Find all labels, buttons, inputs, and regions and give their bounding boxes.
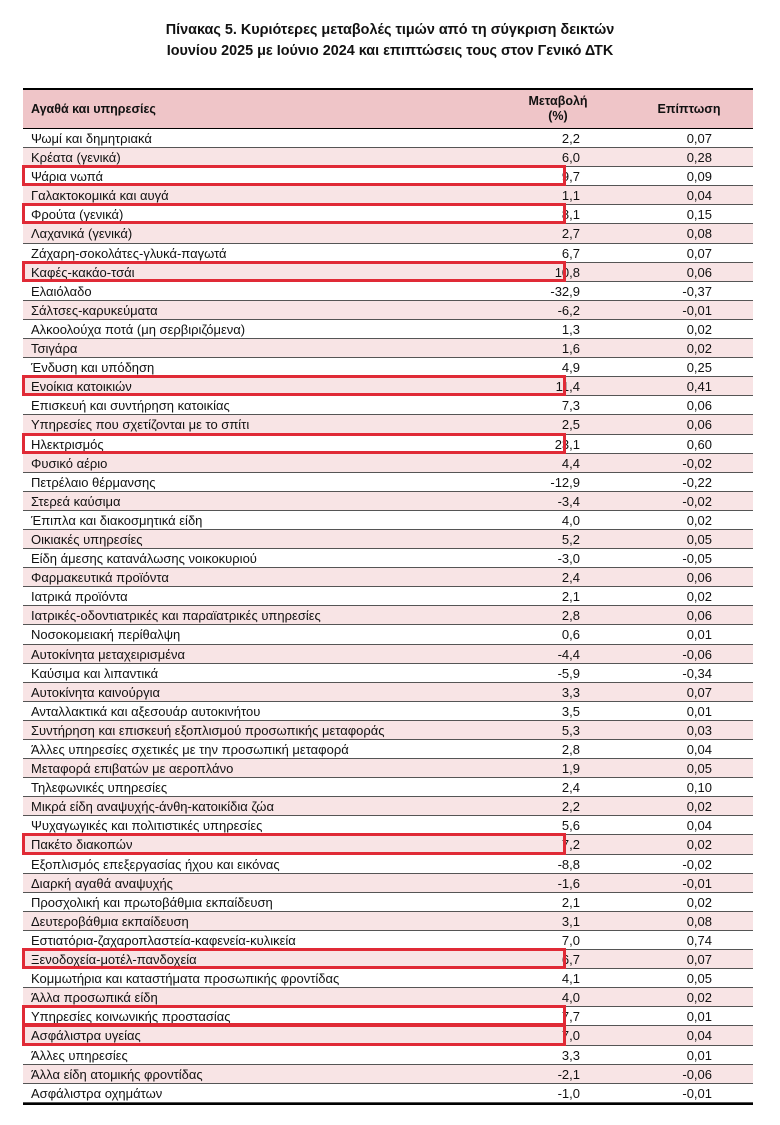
row-impact-value: 0,02 [686,321,712,337]
row-item-name: Οικιακές υπηρεσίες [31,531,143,547]
table-row [23,244,753,263]
table-row [23,224,753,243]
row-impact-value: 0,01 [686,1009,712,1025]
table-row [23,835,753,854]
row-impact-value: -0,37 [682,283,712,299]
table-row [23,759,753,778]
table-row [23,1084,753,1103]
row-change-value: 2,1 [561,589,580,605]
row-item-name: Κρέατα (γενικά) [31,150,121,166]
row-change-value: 2,8 [561,742,580,757]
row-impact-value: -0,01 [682,875,712,891]
row-change-value: -12,9 [550,474,580,490]
price-changes-table [23,88,753,1105]
row-impact-value: 0,05 [686,531,712,547]
row-impact-value: -0,06 [682,1066,712,1082]
table-row [23,435,753,454]
table-row [23,186,753,205]
row-item-name: Ιατρικές-οδοντιατρικές και παραϊατρικές υπηρεσίες [31,608,321,624]
table-row [23,148,753,167]
header-goods-services: Αγαθά και υπηρεσίες [31,102,156,116]
row-change-value: -3,0 [557,551,580,567]
row-item-name: Ζάχαρη-σοκολάτες-γλυκά-παγωτά [31,245,227,261]
row-impact-value: 0,01 [686,703,712,719]
header-impact: Επίπτωση [657,102,721,116]
table-row [23,415,753,434]
row-impact-value: 0,08 [686,913,712,929]
row-change-value: 1,3 [561,321,580,337]
title-line-2: Ιουνίου 2025 με Ιούνιο 2024 και επιπτώσεις τους στον Γενικό ΔΤΚ [166,43,614,59]
row-impact-value: 0,02 [686,894,712,910]
row-impact-value: 0,03 [686,722,712,738]
row-change-value: -8,8 [557,856,580,872]
row-impact-value: 0,02 [686,512,712,528]
row-item-name: Αλκοολούχα ποτά (μη σερβιριζόμενα) [31,321,246,337]
row-change-value: -4,4 [557,646,580,662]
table-title [0,20,780,62]
row-item-name: Άλλα είδη ατομικής φροντίδας [31,1066,203,1082]
row-change-value: 5,2 [561,531,580,547]
row-change-value: -3,4 [557,493,580,509]
row-item-name: Αυτοκίνητα καινούργια [31,684,161,700]
row-change-value: 6,0 [561,150,580,166]
table-row [23,778,753,797]
row-change-value: 2,7 [561,226,580,242]
row-item-name: Ηλεκτρισμός [31,436,104,452]
row-impact-value: 0,02 [686,799,712,815]
row-impact-value: 0,02 [686,837,712,853]
row-impact-value: 0,01 [686,1047,712,1063]
row-item-name: Άλλα προσωπικά είδη [31,990,158,1006]
table-row [23,205,753,224]
row-item-name: Ψάρια νωπά [31,169,104,185]
table-row [23,702,753,721]
row-impact-value: 0,07 [686,245,712,261]
row-item-name: Φρούτα (γενικά) [31,207,124,223]
row-impact-value: -0,06 [682,646,712,662]
row-impact-value: 0,07 [686,684,712,700]
row-item-name: Γαλακτοκομικά και αυγά [31,188,169,204]
row-change-value: 7,0 [561,1028,580,1044]
row-change-value: 8,1 [561,207,580,223]
highlight-box [22,165,566,186]
row-item-name: Καύσιμα και λιπαντικά [31,665,159,681]
table-row [23,282,753,301]
table-row [23,339,753,358]
row-item-name: Πετρέλαιο θέρμανσης [31,474,156,490]
row-impact-value: -0,05 [682,551,712,567]
row-change-value: 3,3 [561,684,580,700]
table-row [23,492,753,511]
row-impact-value: 0,04 [686,818,712,834]
row-item-name: Δευτεροβάθμια εκπαίδευση [31,913,189,929]
row-item-name: Κομμωτήρια και καταστήματα προσωπικής φροντίδας [31,971,340,987]
row-change-value: 11,4 [555,379,580,395]
table-row [23,1007,753,1026]
row-change-value: 3,1 [561,913,580,929]
row-item-name: Υπηρεσίες που σχετίζονται με το σπίτι [31,417,250,433]
row-change-value: 10,8 [554,264,580,280]
row-item-name: Ελαιόλαδο [31,283,92,299]
table-row [23,263,753,282]
row-item-name: Μεταφορά επιβατών με αεροπλάνο [31,761,234,777]
row-impact-value: 0,05 [686,971,712,987]
row-item-name: Πακέτο διακοπών [31,837,133,853]
row-item-name: Ένδυση και υπόδηση [31,360,155,376]
row-change-value: 2,5 [561,417,580,433]
table-row [23,912,753,931]
row-change-value: -6,2 [557,302,580,318]
row-item-name: Ψυχαγωγικές και πολιτιστικές υπηρεσίες [31,818,263,834]
table-row [23,587,753,606]
row-impact-value: 0,06 [686,570,712,586]
row-impact-value: 0,10 [686,780,712,796]
header-change [491,94,625,124]
row-change-value: 4,4 [561,455,580,471]
table-row [23,645,753,664]
row-change-value: -5,9 [557,665,580,681]
row-item-name: Στερεά καύσιμα [31,493,121,509]
table-row [23,1026,753,1045]
row-item-name: Καφές-κακάο-τσάι [31,264,135,280]
row-change-value: -1,6 [557,875,580,891]
row-impact-value: 0,15 [686,207,712,223]
row-change-value: 2,4 [561,570,580,586]
row-impact-value: 0,04 [686,188,712,204]
row-item-name: Συντήρηση και επισκευή εξοπλισμού προσωπικής μεταφοράς [31,722,385,738]
row-impact-value: -0,01 [682,1085,712,1101]
row-change-value: 5,6 [561,818,580,834]
table-row [23,950,753,969]
row-change-value: -1,0 [557,1085,580,1101]
row-impact-value: -0,02 [682,455,712,471]
row-change-value: -2,1 [557,1066,580,1082]
row-item-name: Τηλεφωνικές υπηρεσίες [31,780,168,796]
table-row [23,664,753,683]
row-impact-value: -0,01 [682,302,712,318]
row-impact-value: 0,09 [686,169,712,185]
row-impact-value: 0,02 [686,341,712,357]
row-item-name: Προσχολική και πρωτοβάθμια εκπαίδευση [31,894,273,910]
table-row [23,1046,753,1065]
table-row [23,301,753,320]
table-row [23,874,753,893]
row-impact-value: 0,74 [686,932,712,948]
table-row [23,721,753,740]
row-change-value: 0,6 [561,627,580,643]
table-row [23,797,753,816]
row-impact-value: 0,04 [686,742,712,757]
row-impact-value: 0,06 [686,264,712,280]
table-row [23,855,753,874]
row-impact-value: 0,06 [686,398,712,414]
row-item-name: Άλλες υπηρεσίες [31,1047,128,1063]
row-impact-value: -0,34 [682,665,712,681]
row-change-value: 5,3 [561,722,580,738]
row-change-value: 9,7 [561,169,580,185]
row-change-value: 23,1 [554,436,580,452]
table-row [23,816,753,835]
row-change-value: 2,8 [561,608,580,624]
row-change-value: 7,3 [561,398,580,414]
row-item-name: Ασφάλιστρα οχημάτων [31,1085,163,1101]
table-row [23,969,753,988]
row-item-name: Μικρά είδη αναψυχής-άνθη-κατοικίδια ζώα [31,799,274,815]
row-impact-value: 0,05 [686,761,712,777]
row-item-name: Φαρμακευτικά προϊόντα [31,570,169,586]
table-row [23,511,753,530]
row-change-value: 4,0 [561,512,580,528]
table-row [23,377,753,396]
table-row [23,320,753,339]
row-change-value: 1,9 [561,761,580,777]
row-change-value: -32,9 [550,283,580,299]
table-row [23,129,753,148]
title-line-1: Πίνακας 5. Κυριότερες μεταβολές τιμών από τη σύγκριση δεικτών [165,22,615,38]
row-item-name: Εξοπλισμός επεξεργασίας ήχου και εικόνας [31,856,280,872]
row-item-name: Άλλες υπηρεσίες σχετικές με την προσωπική μεταφορά [31,742,349,757]
row-impact-value: 0,04 [686,1028,712,1044]
row-change-value: 3,5 [561,703,580,719]
table-row [23,740,753,759]
row-change-value: 7,7 [561,1009,580,1025]
row-change-value: 2,4 [561,780,580,796]
row-impact-value: 0,02 [686,589,712,605]
row-change-value: 4,9 [561,360,580,376]
table-row [23,606,753,625]
row-item-name: Λαχανικά (γενικά) [31,226,133,242]
table-row [23,396,753,415]
row-change-value: 2,1 [561,894,580,910]
row-item-name: Ιατρικά προϊόντα [31,589,128,605]
row-item-name: Διαρκή αγαθά αναψυχής [31,875,173,891]
row-change-value: 2,2 [561,799,580,815]
table-row [23,358,753,377]
row-change-value: 6,7 [561,952,580,968]
row-item-name: Τσιγάρα [31,341,78,357]
row-change-value: 7,0 [561,932,580,948]
row-impact-value: 0,02 [686,990,712,1006]
row-change-value: 4,1 [561,971,580,987]
row-item-name: Υπηρεσίες κοινωνικής προστασίας [31,1009,231,1025]
row-change-value: 4,0 [561,990,580,1006]
row-impact-value: 0,28 [686,150,712,166]
header-change-unit: (%) [548,109,568,123]
row-item-name: Είδη άμεσης κατανάλωσης νοικοκυριού [31,551,257,567]
table-header-row [23,90,753,129]
table-row [23,454,753,473]
row-change-value: 2,2 [561,131,580,146]
row-item-name: Ξενοδοχεία-μοτέλ-πανδοχεία [31,952,197,968]
row-impact-value: 0,08 [686,226,712,242]
table-row [23,549,753,568]
row-item-name: Ανταλλακτικά και αξεσουάρ αυτοκινήτου [31,703,261,719]
row-impact-value: 0,25 [686,360,712,376]
row-impact-value: 0,07 [686,952,712,968]
row-change-value: 1,6 [561,341,580,357]
row-item-name: Ενοίκια κατοικιών [31,379,132,395]
row-impact-value: 0,06 [686,417,712,433]
table-row [23,1065,753,1084]
row-item-name: Φυσικό αέριο [31,455,108,471]
table-body [23,129,753,1103]
row-impact-value: 0,60 [686,436,712,452]
row-item-name: Έπιπλα και διακοσμητικά είδη [31,512,203,528]
row-item-name: Ψωμί και δημητριακά [31,131,152,146]
table-row [23,473,753,492]
row-impact-value: -0,02 [682,493,712,509]
row-item-name: Αυτοκίνητα μεταχειρισμένα [31,646,186,662]
row-impact-value: 0,01 [686,627,712,643]
row-item-name: Νοσοκομειακή περίθαλψη [31,627,181,643]
row-change-value: 1,1 [561,188,580,204]
table-row [23,167,753,186]
row-item-name: Ασφάλιστρα υγείας [31,1028,141,1044]
row-item-name: Εστιατόρια-ζαχαροπλαστεία-καφενεία-κυλικεία [31,932,296,948]
row-impact-value: 0,07 [686,131,712,146]
table-row [23,683,753,702]
table-row [23,625,753,644]
row-impact-value: 0,06 [686,608,712,624]
row-impact-value: -0,02 [682,856,712,872]
row-impact-value: -0,22 [682,474,712,490]
row-change-value: 7,2 [561,837,580,853]
row-impact-value: 0,41 [686,379,712,395]
table-row [23,530,753,549]
table-row [23,988,753,1007]
row-change-value: 3,3 [561,1047,580,1063]
header-change-label: Μεταβολή [528,94,588,108]
row-item-name: Επισκευή και συντήρηση κατοικίας [31,398,230,414]
row-change-value: 6,7 [561,245,580,261]
row-item-name: Σάλτσες-καρυκεύματα [31,302,158,318]
table-row [23,568,753,587]
table-row [23,893,753,912]
table-row [23,931,753,950]
